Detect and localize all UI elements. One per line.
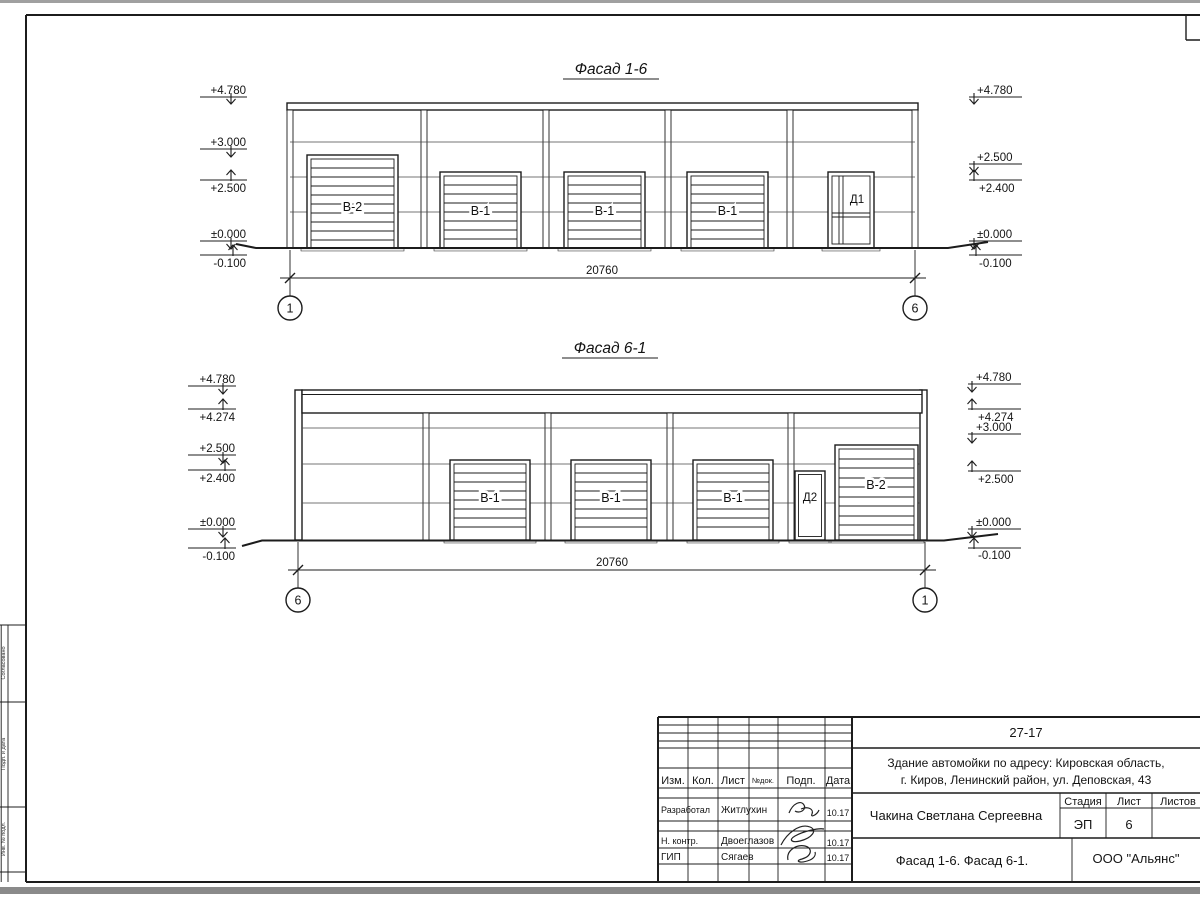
- dimension-value: 20760: [586, 265, 618, 277]
- row-name: Житлухин: [721, 805, 768, 816]
- elevation-value: ±0.000: [210, 229, 246, 241]
- elevation-value: ±0.000: [977, 229, 1013, 241]
- title-block: [658, 717, 1200, 882]
- side-label-1: Согласовано: [1, 646, 7, 680]
- building-elevation: [236, 103, 988, 251]
- col-podp: Подп.: [786, 775, 816, 787]
- row-name: Сягаев: [721, 852, 754, 863]
- stage-label: Стадия: [1064, 796, 1102, 808]
- elevation-value: +4.274: [199, 412, 235, 424]
- row-date: 10.17: [826, 838, 850, 848]
- gate-b1-2: [571, 460, 651, 540]
- side-label-2: Подп. и дата: [1, 737, 7, 771]
- dimension-value: 20760: [596, 557, 628, 569]
- facade-6-1-title: Фасад 6-1: [573, 340, 647, 357]
- axis-number: 1: [286, 301, 294, 316]
- gate-label: В-1: [723, 491, 743, 505]
- elevation-marks-right: [969, 85, 1022, 270]
- sheets-label: Листов: [1160, 796, 1196, 808]
- elevation-marks-left: [200, 85, 247, 270]
- col-izm: Изм.: [661, 775, 685, 787]
- elevation-value: +2.500: [978, 474, 1014, 486]
- row-role: Разработал: [661, 805, 710, 815]
- row-date: 10.17: [826, 853, 850, 863]
- door-d1: [828, 172, 874, 248]
- elevation-value: +2.500: [199, 443, 235, 455]
- door-label: Д1: [849, 194, 865, 206]
- elevation-value: +4.274: [978, 412, 1014, 424]
- stage-value: ЭП: [1073, 817, 1093, 832]
- dimension-line: [278, 250, 927, 320]
- gate-label: В-1: [601, 491, 621, 505]
- sheet-label: Лист: [1117, 796, 1141, 808]
- gate-label: В-1: [717, 204, 738, 218]
- elevation-value: +4.780: [199, 374, 235, 386]
- elevation-value: +3.000: [976, 422, 1012, 434]
- col-data: Дата: [825, 775, 851, 787]
- gate-b1-3: [693, 460, 773, 540]
- axis-number: 6: [911, 301, 919, 316]
- elevation-value: +2.400: [979, 183, 1015, 195]
- elevation-value: -0.100: [978, 550, 1011, 562]
- gate-b2: [835, 445, 918, 540]
- elevation-value: -0.100: [202, 551, 235, 563]
- gate-b1-1: [440, 172, 521, 248]
- elevation-value: +3.000: [210, 137, 246, 149]
- elevation-value: +2.500: [210, 183, 246, 195]
- row-name: Двоеглазов: [721, 836, 775, 847]
- door-label: Д2: [802, 492, 818, 504]
- sheet-number: 6: [1125, 817, 1133, 832]
- facade-6-1: [188, 340, 1021, 612]
- gate-label: В-1: [470, 204, 491, 218]
- row-date: 10.17: [826, 808, 850, 818]
- gate-b1-3: [687, 172, 768, 248]
- elevation-value: +4.780: [976, 372, 1012, 384]
- door-d2: [795, 471, 825, 540]
- axis-number: 1: [921, 593, 929, 608]
- building-elevation: [242, 390, 998, 546]
- gate-b1-1: [450, 460, 530, 540]
- project-address-line1: Здание автомойки по адресу: Кировская область,: [887, 756, 1165, 770]
- elevation-value: +2.500: [977, 152, 1013, 164]
- elevation-marks-left: [188, 374, 236, 563]
- signature-nkontr: [781, 826, 824, 845]
- organization-name: ООО "Альянс": [1092, 851, 1180, 866]
- elevation-value: ±0.000: [976, 517, 1012, 529]
- scan-edge-bottom: [0, 887, 1200, 894]
- scan-edge-top: [0, 0, 1200, 3]
- gate-b1-2: [564, 172, 645, 248]
- axis-number: 6: [294, 593, 302, 608]
- elevation-value: ±0.000: [199, 517, 235, 529]
- elevation-value: +2.400: [199, 473, 235, 485]
- gate-label: В-1: [594, 204, 615, 218]
- col-ndok: №док.: [752, 776, 774, 785]
- facade-1-6-title: Фасад 1-6: [574, 61, 648, 78]
- elevation-value: -0.100: [213, 258, 246, 270]
- project-code: 27-17: [1009, 725, 1043, 740]
- row-role: ГИП: [661, 852, 681, 863]
- drawing-title: Фасад 1-6. Фасад 6-1.: [895, 853, 1029, 868]
- elevation-value: -0.100: [979, 258, 1012, 270]
- elevation-value: +4.780: [210, 85, 246, 97]
- elevation-value: +4.780: [977, 85, 1013, 97]
- col-list: Лист: [721, 775, 745, 787]
- gate-label: В-2: [342, 200, 363, 214]
- facade-1-6: [200, 61, 1022, 320]
- side-label-3: Инв. № подл.: [1, 821, 7, 857]
- col-kol: Кол.: [692, 775, 714, 787]
- project-address-line2: г. Киров, Ленинский район, ул. Деповская, 43: [900, 773, 1152, 787]
- side-column: [0, 625, 26, 882]
- signature-razrabotal: [789, 803, 819, 816]
- gate-label: В-1: [480, 491, 500, 505]
- row-role: Н. контр.: [661, 836, 699, 846]
- gate-label: В-2: [866, 478, 886, 492]
- dimension-line: [286, 542, 937, 612]
- client-name: Чакина Светлана Сергеевна: [869, 808, 1043, 823]
- gate-b2: [307, 155, 398, 248]
